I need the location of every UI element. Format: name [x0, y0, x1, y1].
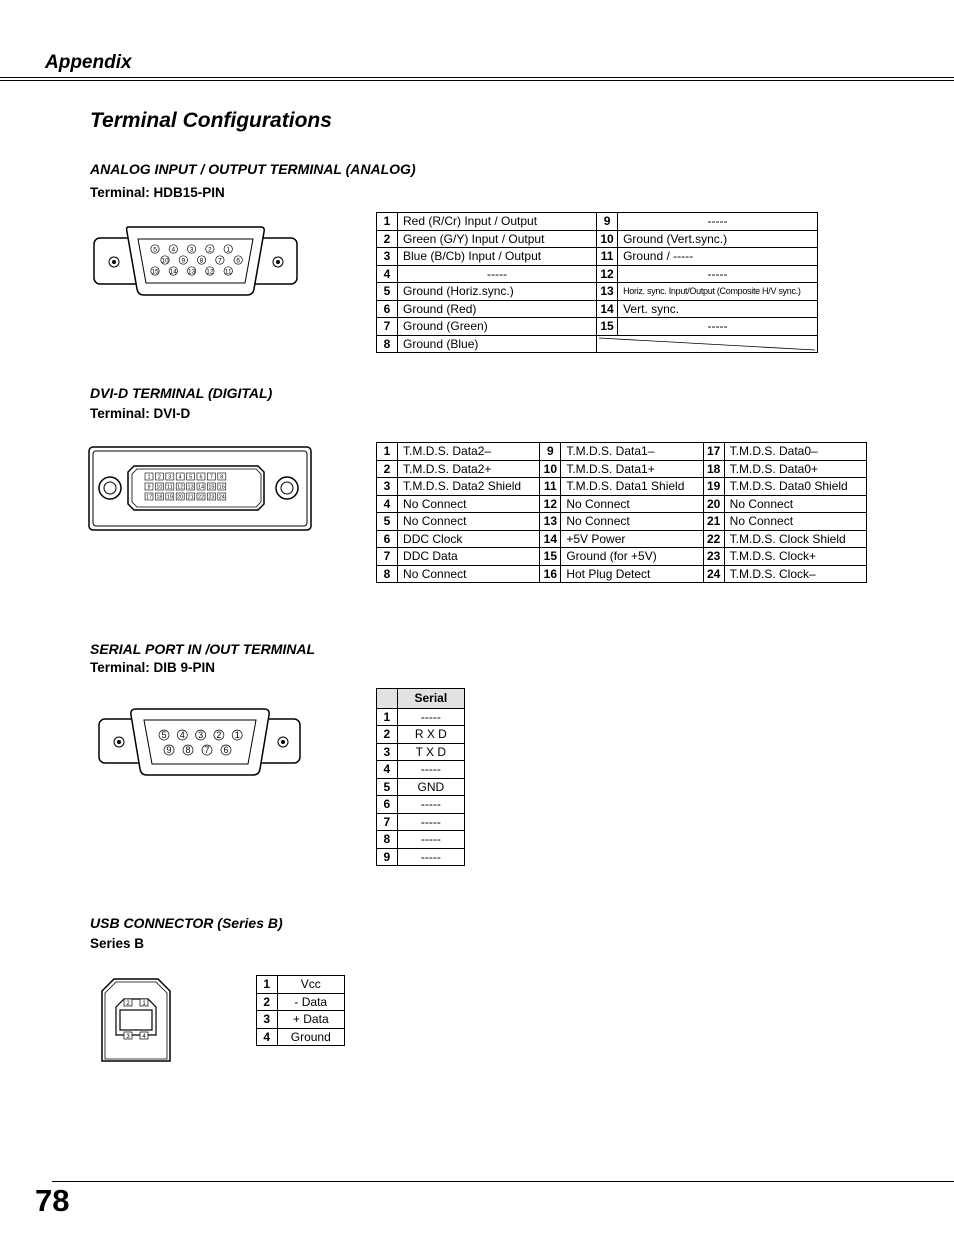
table-row [257, 1028, 345, 1046]
dvi-pin-label: 21 [187, 494, 194, 501]
pin-number: 9 [597, 213, 618, 231]
table-row [377, 230, 818, 248]
pin-signal: T.M.D.S. Data1+ [561, 460, 703, 478]
table-row [377, 495, 867, 513]
pin-number: 15 [597, 318, 618, 336]
pin-signal: Ground (Horiz.sync.) [398, 283, 597, 301]
pin-number: 6 [377, 796, 398, 814]
pin-signal: No Connect [561, 495, 703, 513]
pin-label: 3 [189, 246, 194, 254]
pin-number: 22 [703, 530, 724, 548]
pin-number: 3 [377, 478, 398, 496]
pin-number: 1 [377, 213, 398, 231]
pin-signal: ----- [618, 265, 818, 283]
pin-number: 8 [377, 831, 398, 849]
pin-signal: T.M.D.S. Data1 Shield [561, 478, 703, 496]
table-row [377, 478, 867, 496]
pin-signal: T.M.D.S. Data1– [561, 443, 703, 461]
page-title: Terminal Configurations [90, 109, 332, 132]
pin-number: 7 [377, 548, 398, 566]
pin-number: 2 [377, 460, 398, 478]
pin-signal: ----- [397, 813, 464, 831]
pin-label: 4 [179, 729, 185, 740]
pin-number: 1 [377, 708, 398, 726]
pin-number: 20 [703, 495, 724, 513]
pin-number: 11 [540, 478, 561, 496]
pin-signal: ----- [397, 831, 464, 849]
pin-signal: Vcc [277, 976, 344, 994]
pin-signal: T.M.D.S. Data2– [398, 443, 540, 461]
serial-pin-table [376, 688, 465, 866]
pin-signal: Green (G/Y) Input / Output [398, 230, 597, 248]
pin-signal: DDC Data [398, 548, 540, 566]
pin-number: 3 [377, 743, 398, 761]
pin-signal: No Connect [724, 513, 866, 531]
usb-pin-label: 2 [126, 1000, 130, 1007]
serial-table-corner [377, 689, 398, 709]
hdb15-connector-diagram [93, 225, 299, 297]
table-row [377, 796, 465, 814]
dvi-pin-label: 6 [199, 474, 203, 481]
pin-signal: T.M.D.S. Data0+ [724, 460, 866, 478]
usb-pin-label: 1 [142, 1000, 146, 1007]
usb-pin-table [256, 975, 345, 1046]
pin-number: 12 [597, 265, 618, 283]
table-row [377, 248, 818, 266]
serial-terminal-label: Terminal: DIB 9-PIN [90, 660, 216, 675]
pin-signal: T.M.D.S. Clock Shield [724, 530, 866, 548]
usb-terminal-label: Series B [90, 936, 145, 951]
pin-signal: T.M.D.S. Data0– [724, 443, 866, 461]
pin-label: 11 [224, 268, 232, 276]
pin-number: 1 [257, 976, 278, 994]
pin-number: 10 [597, 230, 618, 248]
pin-signal: Ground (for +5V) [561, 548, 703, 566]
pin-number: 9 [377, 848, 398, 866]
pin-signal: T X D [397, 743, 464, 761]
pin-number: 4 [377, 761, 398, 779]
table-row [377, 460, 867, 478]
dvi-pin-label: 16 [218, 484, 225, 491]
dvi-pin-label: 8 [220, 474, 224, 481]
serial-table-header: Serial [397, 689, 464, 709]
footer-rule [52, 1181, 954, 1182]
analog-section-title: ANALOG INPUT / OUTPUT TERMINAL (ANALOG) [90, 161, 416, 177]
pin-number: 7 [377, 318, 398, 336]
table-row [377, 300, 818, 318]
table-row [377, 761, 465, 779]
pin-signal: No Connect [398, 513, 540, 531]
dvi-pin-label: 20 [177, 494, 184, 501]
pin-number: 2 [377, 726, 398, 744]
pin-number: 10 [540, 460, 561, 478]
section-header: Appendix [45, 52, 132, 73]
dvi-pin-label: 7 [209, 474, 213, 481]
table-row [377, 283, 818, 301]
pin-number: 6 [377, 300, 398, 318]
pin-signal: Blue (B/Cb) Input / Output [398, 248, 597, 266]
pin-label: 14 [169, 268, 177, 276]
pin-number: 5 [377, 513, 398, 531]
pin-signal: Vert. sync. [618, 300, 818, 318]
pin-signal: ----- [397, 848, 464, 866]
pin-signal: T.M.D.S. Data0 Shield [724, 478, 866, 496]
empty-cell [597, 335, 818, 353]
pin-number: 14 [540, 530, 561, 548]
table-row [257, 976, 345, 994]
pin-number: 6 [377, 530, 398, 548]
dvi-pin-label: 17 [145, 494, 153, 501]
pin-label: 9 [181, 257, 186, 265]
table-row [377, 778, 465, 796]
pin-number: 11 [597, 248, 618, 266]
table-row [377, 335, 818, 353]
pin-label: 1 [234, 729, 240, 740]
pin-number: 18 [703, 460, 724, 478]
pin-signal: No Connect [724, 495, 866, 513]
pin-number: 3 [257, 1011, 278, 1029]
usb-pin-label: 4 [142, 1033, 146, 1040]
pin-signal: T.M.D.S. Data2 Shield [398, 478, 540, 496]
pin-signal: T.M.D.S. Clock+ [724, 548, 866, 566]
pin-signal: Hot Plug Detect [561, 565, 703, 583]
table-row [377, 565, 867, 583]
pin-label: 8 [199, 257, 204, 265]
analog-pin-table [376, 212, 818, 353]
dvi-pin-label: 10 [156, 484, 163, 491]
pin-label: 9 [166, 744, 172, 755]
pin-number: 19 [703, 478, 724, 496]
pin-signal: GND [397, 778, 464, 796]
pin-signal: Ground (Red) [398, 300, 597, 318]
dvi-pin-label: 15 [208, 484, 215, 491]
pin-label: 3 [198, 729, 204, 740]
pin-number: 4 [377, 265, 398, 283]
pin-signal: T.M.D.S. Data2+ [398, 460, 540, 478]
table-row [377, 265, 818, 283]
dvi-pin-label: 5 [189, 474, 193, 481]
pin-label: 1 [226, 246, 231, 254]
pin-number: 17 [703, 443, 724, 461]
pin-number: 4 [257, 1028, 278, 1046]
pin-signal: No Connect [561, 513, 703, 531]
pin-number: 13 [540, 513, 561, 531]
pin-signal: Red (R/Cr) Input / Output [398, 213, 597, 231]
pin-number: 7 [377, 813, 398, 831]
pin-label: 7 [218, 257, 222, 265]
dvi-pin-table [376, 442, 867, 583]
dvi-pin-label: 24 [218, 494, 225, 501]
dvi-pin-label: 2 [157, 474, 161, 481]
table-row [377, 530, 867, 548]
pin-number: 9 [540, 443, 561, 461]
dvi-pin-label: 18 [156, 494, 163, 501]
dvi-pin-label: 9 [147, 484, 151, 491]
usb-section-title: USB CONNECTOR (Series B) [90, 915, 283, 931]
pin-signal: Ground / ----- [618, 248, 818, 266]
usb-series-b-connector-diagram [100, 977, 172, 1063]
dvi-pin-label: 1 [147, 474, 151, 481]
pin-signal: ----- [397, 761, 464, 779]
serial-section-title: SERIAL PORT IN /OUT TERMINAL [90, 641, 316, 657]
pin-number: 2 [377, 230, 398, 248]
pin-signal: T.M.D.S. Clock– [724, 565, 866, 583]
pin-signal: Ground (Green) [398, 318, 597, 336]
dvi-pin-label: 3 [168, 474, 172, 481]
pin-number: 14 [597, 300, 618, 318]
pin-signal: +5V Power [561, 530, 703, 548]
pin-number: 24 [703, 565, 724, 583]
table-row [377, 213, 818, 231]
dvi-section-title: DVI-D TERMINAL (DIGITAL) [90, 385, 273, 401]
table-row [257, 1011, 345, 1029]
pin-number: 12 [540, 495, 561, 513]
pin-label: 15 [151, 268, 159, 276]
table-row [377, 743, 465, 761]
dvi-terminal-label: Terminal: DVI-D [90, 406, 191, 421]
pin-number: 3 [377, 248, 398, 266]
pin-signal: Ground (Vert.sync.) [618, 230, 818, 248]
pin-number: 8 [377, 565, 398, 583]
analog-terminal-label: Terminal: HDB15-PIN [90, 185, 225, 200]
pin-label: 5 [161, 729, 167, 740]
pin-signal: Ground [277, 1028, 344, 1046]
header-rule-secondary [0, 80, 954, 81]
dvi-pin-label: 14 [197, 484, 205, 491]
pin-signal: ----- [618, 213, 818, 231]
pin-label: 8 [185, 744, 191, 755]
usb-pin-label: 3 [126, 1033, 130, 1040]
pin-number: 2 [257, 993, 278, 1011]
pin-number: 15 [540, 548, 561, 566]
pin-number: 13 [597, 283, 618, 301]
pin-signal: + Data [277, 1011, 344, 1029]
pin-label: 2 [208, 246, 212, 254]
pin-label: 5 [153, 246, 157, 254]
dvi-pin-label: 4 [178, 474, 182, 481]
pin-signal: ----- [397, 796, 464, 814]
table-row [377, 318, 818, 336]
page-number: 78 [35, 1183, 70, 1218]
pin-label: 10 [161, 257, 169, 265]
pin-label: 2 [216, 729, 222, 740]
pin-signal: Horiz. sync. Input/Output (Composite H/V sync.) [618, 283, 818, 301]
pin-signal: R X D [397, 726, 464, 744]
table-row [377, 708, 465, 726]
pin-signal: ----- [397, 708, 464, 726]
pin-signal: DDC Clock [398, 530, 540, 548]
dvi-pin-label: 12 [177, 484, 184, 491]
dvi-pin-label: 22 [197, 494, 205, 501]
dvi-d-connector-diagram [88, 446, 313, 532]
table-row [377, 813, 465, 831]
pin-number: 4 [377, 495, 398, 513]
pin-label: 7 [204, 744, 210, 755]
pin-signal: Ground (Blue) [398, 335, 597, 353]
table-row [377, 726, 465, 744]
pin-number: 8 [377, 335, 398, 353]
dvi-pin-label: 19 [166, 494, 173, 501]
table-row [377, 443, 867, 461]
pin-label: 12 [206, 268, 214, 276]
dvi-pin-label: 13 [187, 484, 194, 491]
pin-number: 16 [540, 565, 561, 583]
table-row [377, 513, 867, 531]
pin-number: 5 [377, 778, 398, 796]
dvi-pin-label: 23 [208, 494, 215, 501]
pin-label: 13 [187, 268, 196, 276]
pin-label: 6 [236, 257, 241, 265]
header-rule [0, 77, 954, 78]
dib9-connector-diagram [98, 707, 302, 777]
dvi-pin-label: 11 [166, 484, 173, 491]
pin-signal: - Data [277, 993, 344, 1011]
table-row [377, 848, 465, 866]
pin-label: 4 [171, 246, 176, 254]
pin-number: 21 [703, 513, 724, 531]
pin-number: 5 [377, 283, 398, 301]
pin-signal: No Connect [398, 565, 540, 583]
pin-number: 1 [377, 443, 398, 461]
table-row [257, 993, 345, 1011]
pin-number: 23 [703, 548, 724, 566]
pin-label: 6 [223, 744, 229, 755]
pin-signal: ----- [398, 265, 597, 283]
table-row [377, 831, 465, 849]
pin-signal: No Connect [398, 495, 540, 513]
pin-signal: ----- [618, 318, 818, 336]
table-row [377, 548, 867, 566]
